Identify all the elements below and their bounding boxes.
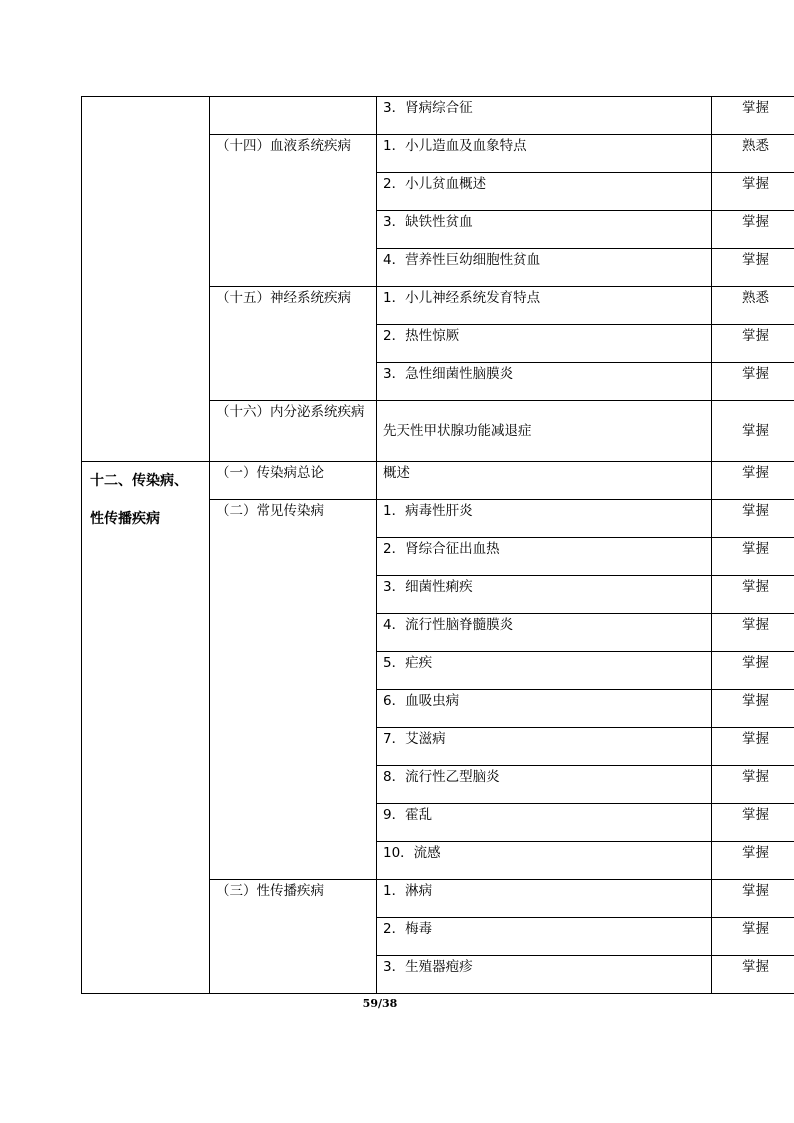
section-cell: （三）性传播疾病 [210,880,377,994]
requirement-cell: 掌握 [712,842,794,880]
requirement-cell: 掌握 [712,401,794,462]
requirement-cell: 掌握 [712,918,794,956]
item-cell: 5．疟疾 [377,652,712,690]
item-cell: 1．小儿神经系统发育特点 [377,287,712,325]
requirement-cell: 掌握 [712,500,794,538]
requirement-cell: 掌握 [712,97,794,135]
item-cell: 3．肾病综合征 [377,97,712,135]
item-cell: 概述 [377,462,712,500]
requirement-cell: 掌握 [712,211,794,249]
section-cell: （十六）内分泌系统疾病 [210,401,377,462]
item-cell: 1．病毒性肝炎 [377,500,712,538]
item-cell: 1．淋病 [377,880,712,918]
table-row [82,462,794,500]
section-cell: （一）传染病总论 [210,462,377,500]
item-cell: 2．小儿贫血概述 [377,173,712,211]
item-cell: 3．细菌性痢疾 [377,576,712,614]
item-cell: 2．肾综合征出血热 [377,538,712,576]
section-cell-continued [210,97,377,135]
unit-title-line-2: 性传播疾病 [90,511,160,527]
item-cell: 1．小儿造血及血象特点 [377,135,712,173]
section-cell: （十五）神经系统疾病 [210,287,377,401]
item-cell: 3．缺铁性贫血 [377,211,712,249]
requirement-cell: 掌握 [712,652,794,690]
item-cell: 6．血吸虫病 [377,690,712,728]
page-number: 59/38 [362,997,398,1010]
requirement-cell: 掌握 [712,766,794,804]
requirement-cell: 掌握 [712,325,794,363]
item-cell: 4．营养性巨幼细胞性贫血 [377,249,712,287]
requirement-cell: 掌握 [712,690,794,728]
syllabus-table [81,96,794,994]
section-cell: （二）常见传染病 [210,500,377,880]
unit-cell-empty [82,97,210,462]
requirement-cell: 掌握 [712,576,794,614]
item-cell: 8．流行性乙型脑炎 [377,766,712,804]
requirement-cell: 掌握 [712,462,794,500]
requirement-cell: 掌握 [712,363,794,401]
requirement-cell: 熟悉 [712,287,794,325]
requirement-cell: 掌握 [712,728,794,766]
requirement-cell: 掌握 [712,804,794,842]
requirement-cell: 熟悉 [712,135,794,173]
item-cell: 7．艾滋病 [377,728,712,766]
item-cell: 9．霍乱 [377,804,712,842]
unit-title-cell [82,462,210,994]
item-cell: 先天性甲状腺功能减退症 [377,401,712,462]
item-cell: 3．急性细菌性脑膜炎 [377,363,712,401]
table-row [82,97,794,135]
item-cell: 10．流感 [377,842,712,880]
requirement-cell: 掌握 [712,614,794,652]
requirement-cell: 掌握 [712,880,794,918]
requirement-cell: 掌握 [712,249,794,287]
requirement-cell: 掌握 [712,956,794,994]
item-cell: 3．生殖器疱疹 [377,956,712,994]
item-cell: 2．热性惊厥 [377,325,712,363]
unit-title-line-1: 十二、传染病、 [90,473,188,489]
requirement-cell: 掌握 [712,538,794,576]
section-cell: （十四）血液系统疾病 [210,135,377,287]
item-cell: 4．流行性脑脊髓膜炎 [377,614,712,652]
requirement-cell: 掌握 [712,173,794,211]
item-cell: 2．梅毒 [377,918,712,956]
